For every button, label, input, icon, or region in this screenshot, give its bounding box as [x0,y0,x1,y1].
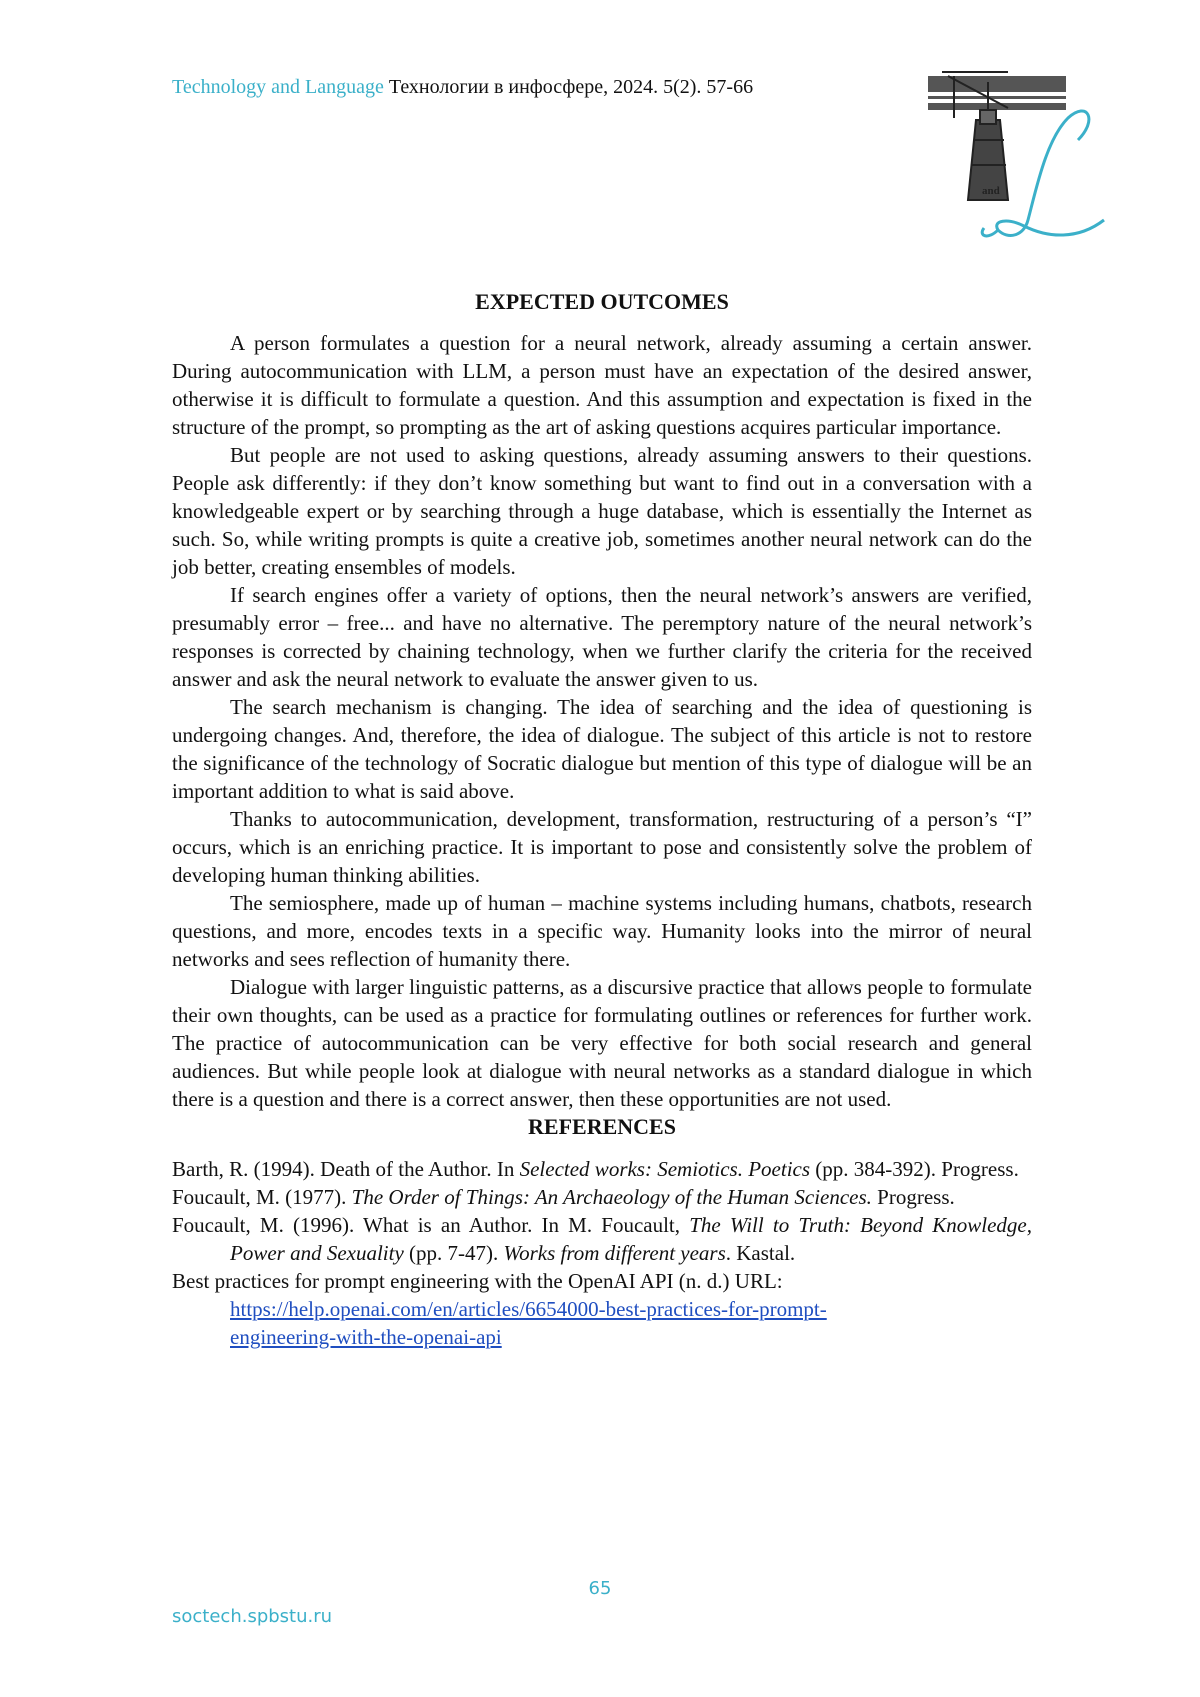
body-paragraph: The search mechanism is changing. The idea of searching and the idea of questioning is undergoing changes. And, therefore, the idea of dialogue. The subject of this article is not to restore the significance of the technology of Socratic dialogue but mention of this type of dialogue will be an important addition to what is said above. [172,695,1032,803]
reference-item [172,1155,1032,1183]
reference-item [172,1211,1032,1267]
page-number: 65 [588,1578,612,1599]
reference-title: The Will to Truth: Beyond Knowledge, Power and Sexuality [230,1213,1033,1265]
reference-title: The Order of Things: An Archaeology of the Human Sciences. [351,1185,872,1209]
reference-text: Barth, R. (1994). Death of the Author. In [172,1157,520,1181]
reference-item [172,1267,1032,1351]
body-paragraph: Thanks to autocommunication, development, transformation, restructuring of a person’s “I” occurs, which is an enriching practice. It is important to pose and consistently solve the problem of developing human thinking abilities. [172,807,1032,887]
reference-text: (pp. 7-47). [403,1241,504,1265]
logo-and-text: and [982,185,1000,197]
reference-link[interactable] [230,1295,1032,1323]
reference-title: Works from different years [503,1241,726,1265]
reference-list [172,1155,1032,1351]
body-paragraph: If search engines offer a variety of options, then the neural network’s answers are verified, presumably error – free... and have no alternative. The peremptory nature of the neural network’s responses is corrected by chaining technology, when we further clarify the criteria for the received answer and ask the neural network to evaluate the answer given to us. [172,583,1032,691]
reference-text: Best practices for prompt engineering with the OpenAI API (n. d.) URL: [172,1269,783,1293]
body-paragraph: A person formulates a question for a neural network, already assuming a certain answer. During autocommunication with LLM, a person must have an expectation of the desired answer, otherwise it is difficult to formulate a question. And this assumption and expectation is fixed in the structure of the prompt, so prompting as the art of asking questions acquires particular importance. [172,331,1032,439]
reference-text: (pp. 384-392). Progress. [810,1157,1019,1181]
journal-logo [928,70,1114,248]
reference-title: Selected works: Semiotics. Poetics [519,1157,811,1181]
reference-text: Foucault, M. (1977). [172,1185,352,1209]
reference-link[interactable] [230,1323,1032,1351]
body-paragraph: The semiosphere, made up of human – machine systems including humans, chatbots, research questions, and more, encodes texts in a specific way. Humanity looks into the mirror of neural networks and sees reflection of humanity there. [172,891,1032,971]
reference-text: . Kastal. [725,1241,796,1265]
running-header [172,74,753,100]
section-body [172,329,1032,1113]
body-paragraph: But people are not used to asking questions, already assuming answers to their questions. People ask differently: if they don’t know something but want to find out in a conversation with a knowledgeable expert or by searching through a huge database, which is essentially the Internet as such. So, while writing prompts is quite a creative job, sometimes another neural network can do the job better, creating ensembles of models. [172,443,1032,579]
reference-link-text: https://help.openai.com/en/articles/6654000-best-practices-for-prompt- [230,1297,827,1321]
section-title-expected-outcomes: EXPECTED OUTCOMES [475,289,729,314]
journal-name-english: Technology and Language [172,76,384,98]
body-paragraph: Dialogue with larger linguistic patterns, as a discursive practice that allows people to formulate their own thoughts, can be used as a practice for formulating outlines or references for further work. The practice of autocommunication can be very effective for both social research and general audiences. But while people look at dialogue with neural networks as a standard dialogue in which there is a question and there is a correct answer, then these opportunities are not used. [172,975,1032,1111]
journal-citation: Технологии в инфосфере, 2024. 5(2). 57-66 [388,76,754,98]
reference-text: Progress. [871,1185,955,1209]
reference-item [172,1183,1032,1211]
reference-link-text: engineering-with-the-openai-api [230,1325,502,1349]
reference-text: Foucault, M. (1996). What is an Author. In M. Foucault, [172,1213,690,1237]
section-title-references: REFERENCES [528,1114,676,1139]
footer-website: soctech.spbstu.ru [172,1606,333,1627]
article-content [172,288,1032,1351]
